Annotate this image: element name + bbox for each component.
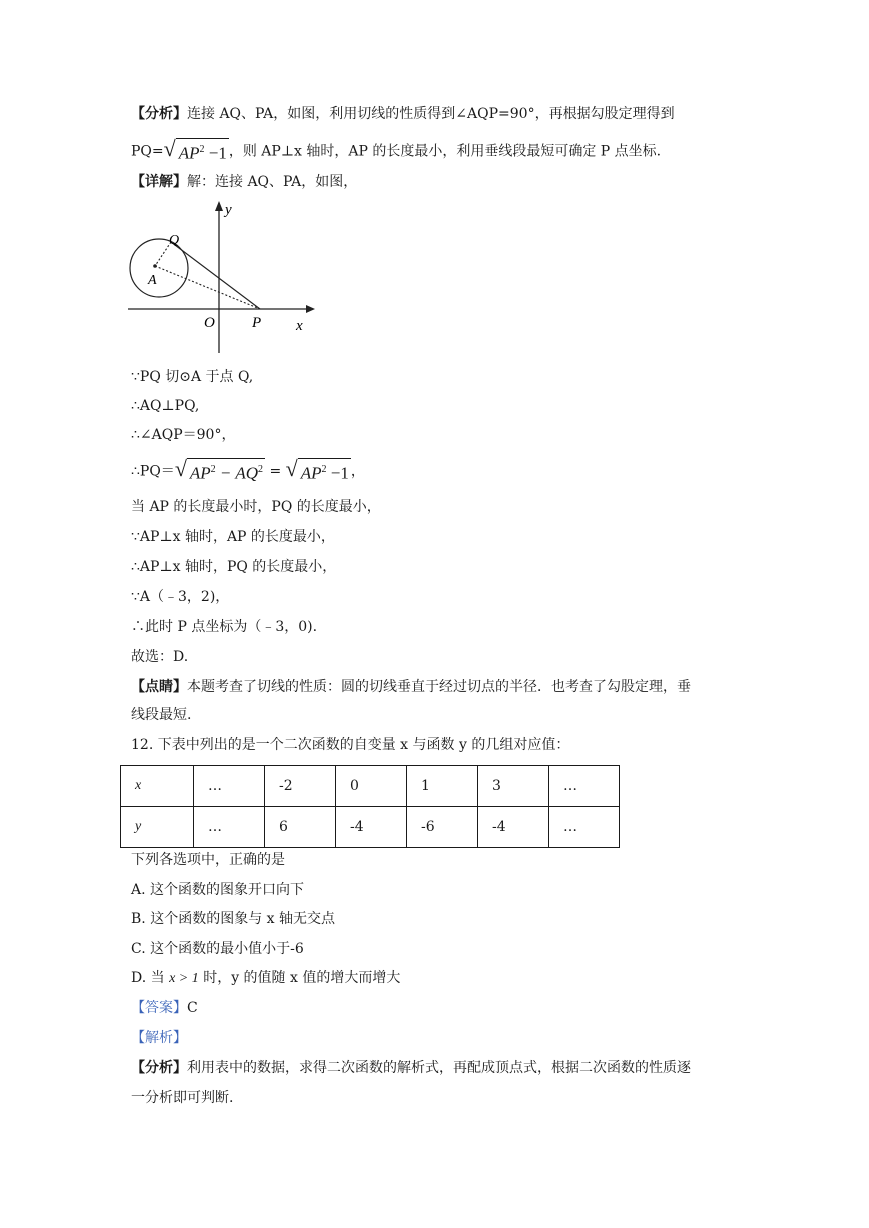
table-cell: -6 (407, 807, 478, 848)
analysis-text: 连接 AQ、PA，如图，利用切线的性质得到∠AQP=90°，再根据勾股定理得到 (187, 106, 675, 122)
table-cell: … (194, 766, 265, 807)
analysis-line-1 (131, 104, 675, 124)
step-4: 当 AP 的长度最小时，PQ 的长度最小， (131, 499, 381, 515)
analysis-line-2 (131, 138, 661, 165)
table-cell: 0 (336, 766, 407, 807)
step-7: ∵A（﹣3，2)， (131, 589, 230, 605)
table-cell: 1 (407, 766, 478, 807)
table-cell: -2 (265, 766, 336, 807)
pq-label: PQ= (131, 143, 164, 160)
label-p: P (252, 315, 262, 331)
label-a: A (148, 273, 157, 288)
comment-line-2: 线段最短. (131, 707, 192, 723)
option-d: D. 当 x > 1 时，y 的值随 x 值的增大而增大 (131, 970, 401, 986)
sqrt-expression: √ $AP^2 -1$ (163, 136, 227, 163)
detail-tag: 【详解】 (131, 174, 187, 190)
segment-ap (155, 266, 260, 309)
table-cell: 3 (478, 766, 549, 807)
answer-value: C (187, 1000, 198, 1016)
table-cell: y (121, 807, 194, 848)
option-a: A. 这个函数的图象开口向下 (131, 882, 305, 898)
detail-text: 解：连接 AQ、PA，如图， (187, 174, 358, 190)
step-8: ∴此时 P 点坐标为（﹣3，0). (131, 619, 318, 635)
analysis-line-2-text: ，则 AP⊥x 轴时，AP 的长度最小，利用垂线段最短可确定 P 点坐标. (228, 143, 662, 160)
table-row (121, 807, 620, 848)
comment-line-1: 【点睛】本题考查了切线的性质：圆的切线垂直于经过切点的半径．也考查了勾股定理，垂 (131, 679, 691, 695)
analysis2-line-2: 一分析即可判断. (131, 1090, 234, 1106)
label-x: x (296, 318, 303, 334)
jiexi-tag: 【解析】 (131, 1030, 187, 1046)
options-prompt: 下列各选项中，正确的是 (131, 852, 285, 868)
answer-line (131, 998, 198, 1018)
step-3: ∴∠AQP＝90°， (131, 427, 236, 443)
step-5: ∵AP⊥x 轴时，AP 的长度最小， (131, 529, 335, 545)
label-q: Q (169, 233, 180, 248)
y-axis-arrow (215, 201, 223, 211)
table-cell: -4 (336, 807, 407, 848)
table-cell: 6 (265, 807, 336, 848)
detail-line (131, 172, 357, 192)
table-row (121, 766, 620, 807)
table-cell: -4 (478, 807, 549, 848)
step-6: ∴AP⊥x 轴时，PQ 的长度最小， (131, 559, 337, 575)
sqrt-ap2-aq2: √ $AP^2 - AQ^2$ (174, 456, 263, 483)
x-axis-arrow (306, 305, 315, 313)
label-y: y (225, 202, 232, 218)
table-cell: … (549, 807, 620, 848)
formula-line: ∴PQ＝√ $AP^2 - AQ^2$ = √ $AP^2 -1$ ， (131, 456, 365, 483)
sqrt-ap2-1: √ $AP^2 -1$ (285, 456, 349, 483)
label-o: O (204, 315, 215, 331)
step-1: ∵PQ 切⊙A 于点 Q, (131, 369, 254, 385)
tangent-figure (128, 198, 328, 358)
analysis-tag: 【分析】 (131, 106, 187, 122)
table-cell: … (549, 766, 620, 807)
answer-tag: 【答案】 (131, 1000, 187, 1016)
analysis2-line-1: 【分析】利用表中的数据，求得二次函数的解析式，再配成顶点式，根据二次函数的性质逐 (131, 1060, 691, 1076)
question-12: 12. 下表中列出的是一个二次函数的自变量 x 与函数 y 的几组对应值： (131, 737, 570, 753)
comment-tag: 【点睛】 (131, 679, 187, 695)
step-9: 故选：D. (131, 649, 189, 665)
table-cell: … (194, 807, 265, 848)
option-c: C. 这个函数的最小值小于-6 (131, 941, 304, 957)
step-2: ∴AQ⊥PQ, (131, 398, 200, 414)
table-cell: x (121, 766, 194, 807)
tangent-line-pq (171, 242, 260, 309)
value-table (120, 765, 620, 848)
option-b: B. 这个函数的图象与 x 轴无交点 (131, 911, 335, 927)
analysis2-tag: 【分析】 (131, 1060, 187, 1076)
